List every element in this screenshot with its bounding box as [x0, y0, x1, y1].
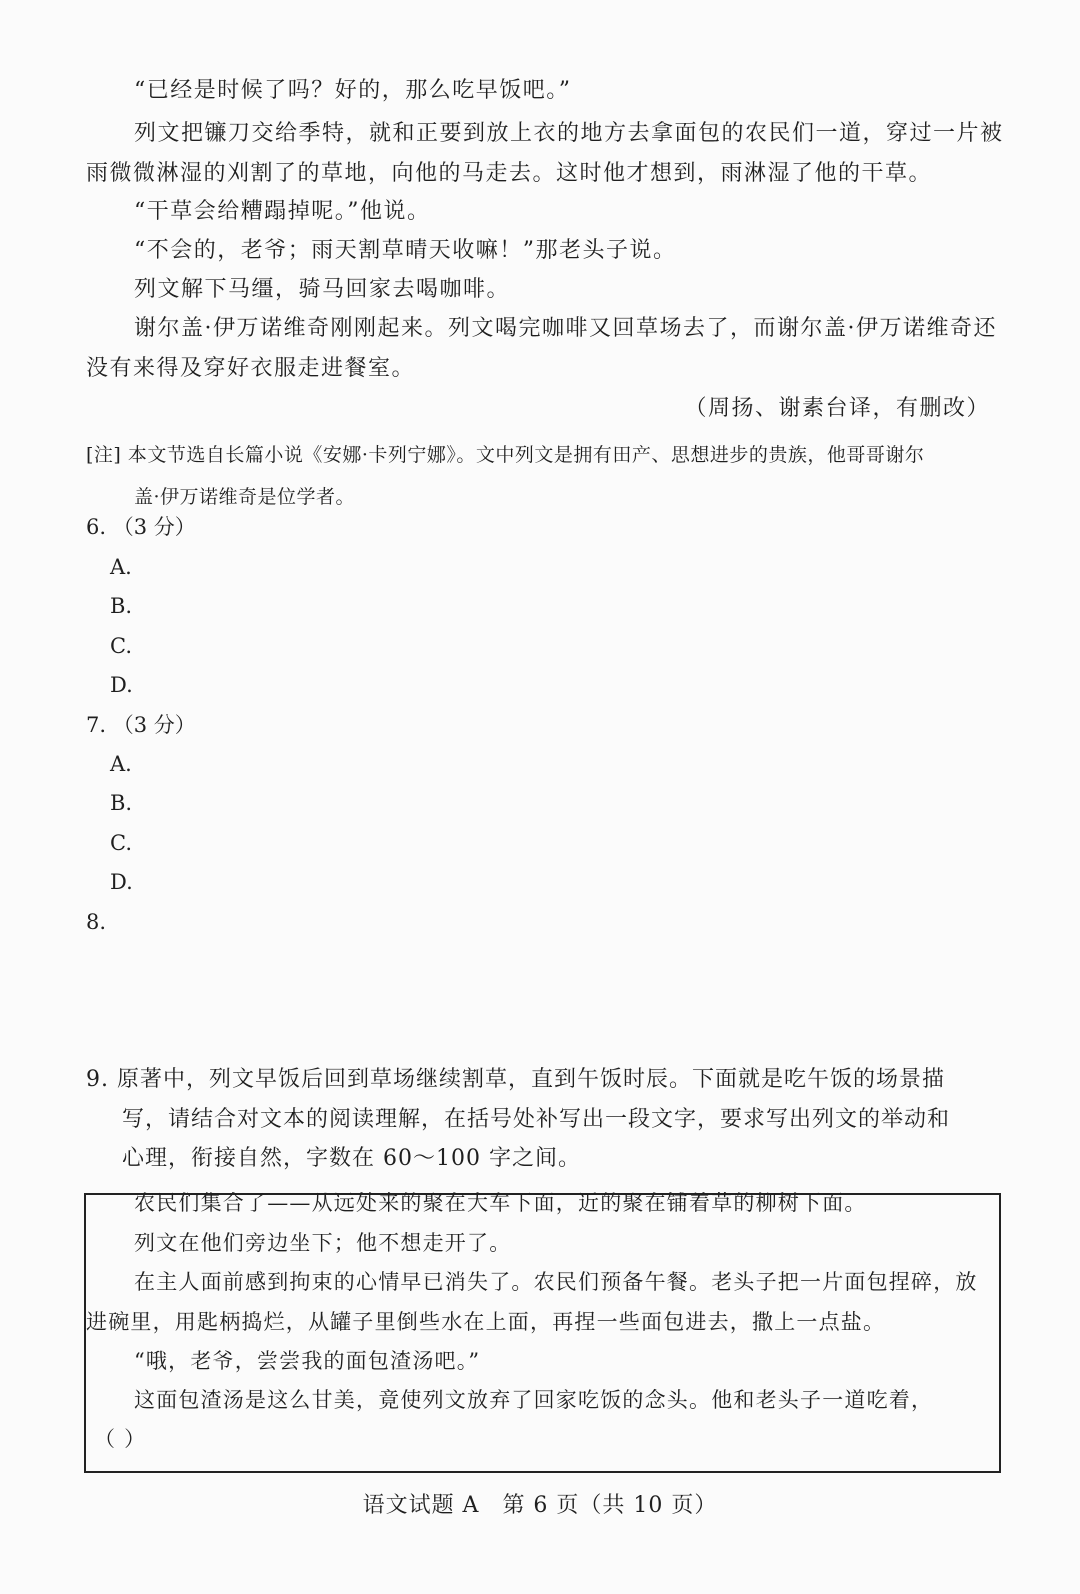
box-paragraph-4: “哦，老爷，尝尝我的面包渣汤吧。” [134, 1349, 481, 1373]
box-paragraph-3: 在主人面前感到拘束的心情早已消失了。农民们预备午餐。老头子把一片面包捏碎，放进碗里，用匙柄捣烂，从罐子里倒些水在上面，再捏一些面包进去，撒上一点盐。 [86, 1270, 978, 1334]
q6-option-d: D. [110, 673, 133, 697]
passage-paragraph-2: 列文把镰刀交给季特，就和正要到放上衣的地方去拿面包的农民们一道，穿过一片被雨微微淋湿的刈割了的草地，向他的马走去。这时他才想到，雨淋湿了他的干草。 [86, 121, 1004, 186]
q7-option-c: C. [110, 831, 132, 855]
question-7-label: 7. （3 分） [86, 713, 196, 737]
q7-option-a: A. [110, 752, 132, 776]
q9-line-3: 心理，衔接自然，字数在 60～100 字之间。 [122, 1146, 581, 1171]
q6-option-b: B. [110, 594, 133, 618]
footnote-line-2: 盖·伊万诺维奇是位学者。 [134, 486, 356, 508]
passage-paragraph-4: “不会的，老爷；雨天割草晴天收嘛！”那老头子说。 [134, 238, 677, 263]
translator-credit: （周扬、谢素台译，有删改） [684, 396, 990, 421]
q7-option-d: D. [110, 870, 133, 894]
question-9-prompt [86, 1060, 1006, 1179]
answer-blank-parentheses[interactable]: （ ） [94, 1427, 147, 1451]
passage-paragraph-1: “已经是时候了吗？好的，那么吃早饭吧。” [134, 78, 572, 103]
question-8-label: 8. [86, 910, 107, 934]
box-paragraph-2: 列文在他们旁边坐下；他不想走开了。 [134, 1231, 512, 1255]
passage-paragraph-3: “干草会给糟蹋掉呢。”他说。 [134, 199, 431, 224]
page-footer: 语文试题 A 第 6 页（共 10 页） [362, 1493, 718, 1518]
passage-paragraph-6: 谢尔盖·伊万诺维奇刚刚起来。列文喝完咖啡又回草场去了，而谢尔盖·伊万诺维奇还没有来得及穿好衣服走进餐室。 [86, 316, 997, 381]
q7-option-b: B. [110, 791, 133, 815]
passage-paragraph-5: 列文解下马缰，骑马回家去喝咖啡。 [134, 277, 511, 302]
answer-box [84, 1193, 1001, 1473]
question-6-label: 6. （3 分） [86, 515, 196, 539]
q9-line-2: 写，请结合对文本的阅读理解，在括号处补写出一段文字，要求写出列文的举动和 [122, 1106, 951, 1132]
q6-option-a: A. [110, 555, 132, 579]
box-paragraph-1: 农民们集合了——从远处来的聚在大车下面，近的聚在铺着草的柳树下面。 [134, 1191, 867, 1215]
footnote-line-1: [注] 本文节选自长篇小说《安娜·卡列宁娜》。文中列文是拥有田产、思想进步的贵族，他哥哥谢尔 [86, 444, 925, 466]
q9-line-1: 9. 原著中，列文早饭后回到草场继续割草，直到午饭时辰。下面就是吃午饭的场景描 [86, 1067, 945, 1092]
footnote [86, 434, 1006, 518]
q6-option-c: C. [110, 634, 132, 658]
box-paragraph-5: 这面包渣汤是这么甘美，竟使列文放弃了回家吃饭的念头。他和老头子一道吃着， [134, 1388, 934, 1412]
